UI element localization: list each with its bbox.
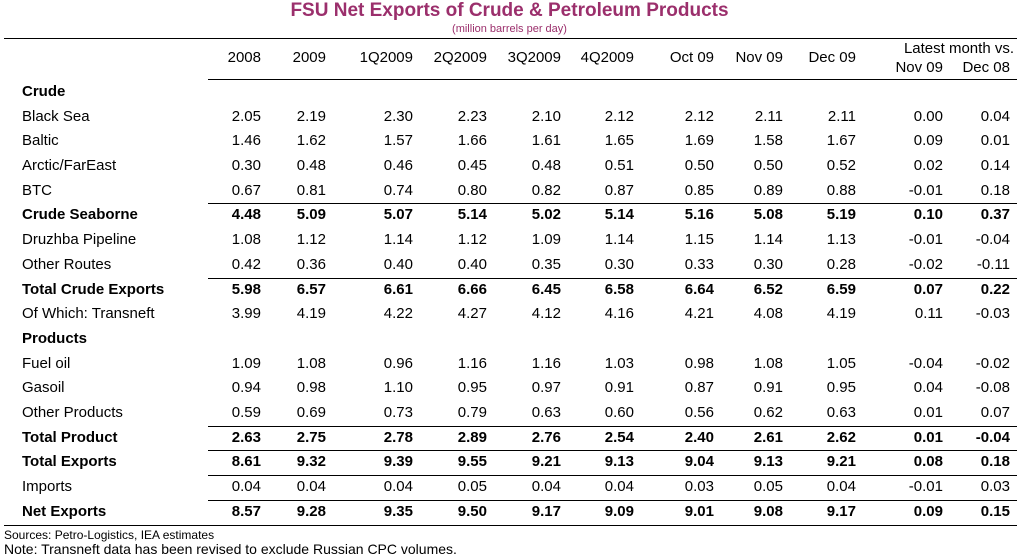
table-cell: 1.12 (457, 231, 487, 249)
table-cell: 0.95 (457, 379, 487, 397)
col-header-2009: 2009 (292, 49, 326, 66)
row-divider (208, 203, 1017, 204)
table-row (0, 500, 1019, 525)
table-cell: 2.40 (684, 428, 714, 446)
table-cell: 0.30 (231, 157, 261, 175)
table-cell: 1.16 (457, 354, 487, 372)
table-cell: 9.28 (296, 502, 326, 520)
row-label: Total Exports (22, 453, 117, 471)
table-cell: 0.07 (980, 403, 1010, 421)
col-header-4q2009: 4Q2009 (580, 49, 634, 66)
table-cell: 1.67 (826, 132, 856, 150)
table-cell: -0.08 (975, 379, 1010, 397)
table-cell: 0.59 (231, 403, 261, 421)
table-cell: 1.09 (531, 231, 561, 249)
table-cell: 0.04 (604, 478, 634, 495)
section-header-row (0, 80, 1019, 105)
table-cell: 9.50 (457, 502, 487, 520)
table-cell: 0.95 (826, 379, 856, 397)
table-cell: 0.97 (531, 379, 561, 397)
table-cell: 2.63 (231, 428, 261, 446)
table-cell: 0.45 (457, 157, 487, 175)
table-row (0, 179, 1019, 204)
table-cell: 0.05 (753, 478, 783, 495)
row-label: Black Sea (22, 107, 90, 125)
table-cell: 0.33 (684, 255, 714, 273)
table-cell: 2.76 (531, 428, 561, 446)
table-cell: 9.08 (753, 502, 783, 520)
table-cell: 0.03 (684, 478, 714, 495)
table-row (0, 228, 1019, 253)
table-cell: 1.65 (604, 132, 634, 150)
table-cell: 0.09 (913, 502, 943, 520)
table-cell: 5.02 (531, 206, 561, 224)
table-cell: -0.03 (975, 305, 1010, 323)
table-cell: 0.02 (913, 157, 943, 175)
table-cell: 9.17 (531, 502, 561, 520)
table-cell: 0.94 (231, 379, 261, 397)
table-body (0, 80, 1019, 524)
table-cell: 0.51 (604, 157, 634, 175)
table-row (0, 129, 1019, 154)
table-cell: 4.27 (457, 305, 487, 323)
table-cell: 2.11 (754, 107, 783, 125)
table-cell: 1.57 (383, 132, 413, 150)
table-cell: 4.21 (684, 305, 714, 323)
table-cell: 0.87 (684, 379, 714, 397)
table-cell: 0.01 (913, 403, 943, 421)
table-cell: -0.01 (908, 478, 943, 495)
col-header-vs-nov09: Nov 09 (895, 59, 943, 76)
row-divider (208, 450, 1017, 451)
table-cell: 1.10 (383, 379, 413, 397)
table-cell: 5.07 (383, 206, 413, 224)
table-cell: 5.98 (231, 280, 261, 298)
table-cell: 1.14 (604, 231, 634, 249)
table-cell: 0.87 (604, 181, 634, 199)
table-cell: 9.13 (753, 453, 783, 471)
row-label: Total Product (22, 428, 118, 446)
table-cell: 0.04 (531, 478, 561, 495)
table-cell: 0.05 (457, 478, 487, 495)
table-row (0, 253, 1019, 278)
table-cell: -0.04 (975, 428, 1010, 446)
table-title: FSU Net Exports of Crude & Petroleum Products (290, 0, 729, 21)
table-row (0, 278, 1019, 303)
table-cell: 0.09 (913, 132, 943, 150)
table-cell: 0.73 (383, 403, 413, 421)
table-cell: 5.08 (753, 206, 783, 224)
table-cell: 6.58 (604, 280, 634, 298)
table-cell: 1.14 (383, 231, 413, 249)
table-cell: 9.21 (531, 453, 561, 471)
row-label: Arctic/FarEast (22, 157, 117, 175)
row-label: Total Crude Exports (22, 280, 165, 298)
table-cell: 2.10 (531, 107, 561, 125)
col-header-latest-month: Latest month vs. (903, 40, 1014, 57)
table-row (0, 475, 1019, 500)
table-cell: 4.16 (604, 305, 634, 323)
row-divider (208, 278, 1017, 279)
table-cell: 0.15 (980, 502, 1010, 520)
table-cell: 0.04 (383, 478, 413, 495)
table-cell: 0.69 (296, 403, 326, 421)
table-cell: 6.61 (383, 280, 413, 298)
table-cell: 0.10 (913, 206, 943, 224)
table-cell: 6.66 (457, 280, 487, 298)
table-cell: 2.19 (296, 107, 326, 125)
table-cell: 0.50 (684, 157, 714, 175)
table-cell: 9.32 (296, 453, 326, 471)
table-row (0, 450, 1019, 475)
table-cell: 0.79 (457, 403, 487, 421)
table-cell: 0.48 (296, 157, 326, 175)
table-cell: 2.89 (457, 428, 487, 446)
bottom-rule (4, 525, 1017, 526)
table-cell: 0.52 (826, 157, 856, 175)
table-cell: 4.19 (296, 305, 326, 323)
section-label: Products (22, 329, 88, 347)
table-cell: 8.61 (231, 453, 261, 471)
table-cell: 1.13 (826, 231, 856, 249)
table-cell: 0.96 (383, 354, 413, 372)
table-cell: 2.12 (604, 107, 634, 125)
table-cell: 6.64 (684, 280, 714, 298)
note-text: Note: Transneft data has been revised to exclude Russian CPC volumes. (4, 541, 457, 557)
table-cell: 5.19 (826, 206, 856, 224)
table-cell: 0.91 (753, 379, 783, 397)
row-label: Druzhba Pipeline (22, 231, 137, 249)
col-header-dec09: Dec 09 (808, 49, 856, 66)
table-cell: 0.01 (913, 428, 943, 446)
row-divider (208, 426, 1017, 427)
row-label: BTC (22, 181, 52, 199)
table-cell: 0.01 (980, 132, 1010, 150)
table-cell: 2.12 (684, 107, 714, 125)
table-cell: 0.48 (531, 157, 561, 175)
col-header-vs-dec08: Dec 08 (962, 59, 1010, 76)
table-cell: -0.04 (975, 231, 1010, 249)
section-label: Crude (22, 83, 66, 100)
table-cell: 0.14 (980, 157, 1010, 175)
col-header-3q2009: 3Q2009 (507, 49, 561, 66)
row-label: Baltic (22, 132, 59, 150)
table-row (0, 376, 1019, 401)
table-cell: 9.09 (604, 502, 634, 520)
col-header-1q2009: 1Q2009 (359, 49, 413, 66)
table-cell: 9.55 (457, 453, 487, 471)
table-cell: 9.17 (826, 502, 856, 520)
table-cell: 2.62 (826, 428, 856, 446)
table-cell: 2.11 (827, 107, 856, 125)
table-cell: 0.28 (826, 255, 856, 273)
table-cell: 5.14 (604, 206, 634, 224)
table-cell: 0.88 (826, 181, 856, 199)
table-cell: 6.45 (531, 280, 561, 298)
table-row (0, 426, 1019, 451)
table-cell: 8.57 (231, 502, 261, 520)
table-subtitle: (million barrels per day) (452, 23, 567, 35)
table-cell: 9.39 (383, 453, 413, 471)
table-cell: 1.62 (296, 132, 326, 150)
table-cell: 0.82 (531, 181, 561, 199)
table-cell: 0.07 (913, 280, 943, 298)
table-cell: 0.04 (826, 478, 856, 495)
table-cell: 0.04 (980, 107, 1010, 125)
row-label: Gasoil (22, 379, 65, 397)
table-cell: 0.40 (383, 255, 413, 273)
table-cell: 0.08 (913, 453, 943, 471)
table-cell: 4.12 (531, 305, 561, 323)
table-cell: 0.04 (913, 379, 943, 397)
table-cell: 2.75 (296, 428, 326, 446)
table-cell: 2.23 (457, 107, 487, 125)
table-row (0, 105, 1019, 130)
table-cell: 0.03 (980, 478, 1010, 495)
table-cell: 1.08 (296, 354, 326, 372)
table-cell: 0.81 (296, 181, 326, 199)
table-cell: 2.05 (231, 107, 261, 125)
row-label: Other Routes (22, 255, 112, 273)
table-cell: 2.78 (383, 428, 413, 446)
table-cell: -0.01 (908, 231, 943, 249)
table-cell: 0.36 (296, 255, 326, 273)
table-cell: 1.69 (684, 132, 714, 150)
table-cell: 0.35 (531, 255, 561, 273)
table-cell: 1.46 (231, 132, 261, 150)
table-cell: 0.98 (684, 354, 714, 372)
table-cell: 1.15 (684, 231, 714, 249)
table-cell: 5.09 (296, 206, 326, 224)
table-cell: -0.02 (975, 354, 1010, 372)
table-cell: 0.04 (296, 478, 326, 495)
table-cell: 0.85 (684, 181, 714, 199)
table-cell: 0.91 (604, 379, 634, 397)
top-rule (4, 38, 1017, 39)
col-header-oct09: Oct 09 (669, 49, 714, 66)
table-cell: 1.08 (231, 231, 261, 249)
table-cell: 0.30 (753, 255, 783, 273)
table-cell: 1.66 (457, 132, 487, 150)
col-header-2008: 2008 (227, 49, 261, 66)
table-cell: 6.59 (826, 280, 856, 298)
table-cell: 2.61 (753, 428, 783, 446)
table-cell: 9.01 (684, 502, 714, 520)
table-cell: 1.09 (231, 354, 261, 372)
table-cell: 6.52 (753, 280, 783, 298)
row-label: Other Products (22, 403, 123, 421)
table-cell: 0.11 (914, 305, 943, 323)
table-cell: 0.04 (231, 478, 261, 495)
table-row (0, 401, 1019, 426)
table-row (0, 203, 1019, 228)
table-cell: 9.21 (826, 453, 856, 471)
table-cell: 0.80 (457, 181, 487, 199)
table-cell: 1.12 (296, 231, 326, 249)
table-cell: 9.04 (684, 453, 714, 471)
table-row (0, 154, 1019, 179)
table-cell: 0.56 (684, 403, 714, 421)
row-divider (208, 500, 1017, 501)
table-cell: 6.57 (296, 280, 326, 298)
table-cell: 0.89 (753, 181, 783, 199)
table-cell: 1.61 (531, 132, 561, 150)
row-label: Net Exports (22, 502, 107, 520)
row-divider (208, 475, 1017, 476)
table-row (0, 352, 1019, 377)
table-cell: 0.00 (913, 107, 943, 125)
table-cell: 0.60 (604, 403, 634, 421)
table-cell: 0.67 (231, 181, 261, 199)
table-cell: -0.01 (908, 181, 943, 199)
row-label: Imports (22, 478, 73, 495)
table-cell: 0.22 (980, 280, 1010, 298)
table-row (0, 302, 1019, 327)
table-cell: 0.18 (980, 181, 1010, 199)
table-cell: 1.05 (826, 354, 856, 372)
row-label: Fuel oil (22, 354, 71, 372)
table-cell: 4.19 (826, 305, 856, 323)
table-cell: 5.14 (457, 206, 487, 224)
table-cell: 9.35 (383, 502, 413, 520)
table-cell: 0.98 (296, 379, 326, 397)
table-cell: 5.16 (684, 206, 714, 224)
table-cell: 4.22 (383, 305, 413, 323)
table-cell: 4.08 (753, 305, 783, 323)
table-cell: 1.03 (604, 354, 634, 372)
row-label: Crude Seaborne (22, 206, 138, 224)
table-cell: 3.99 (231, 305, 261, 323)
table-cell: 0.50 (753, 157, 783, 175)
table-cell: 0.74 (383, 181, 413, 199)
table-cell: 1.58 (753, 132, 783, 150)
table-cell: 9.13 (604, 453, 634, 471)
table-cell: 0.42 (231, 255, 261, 273)
table-cell: 0.63 (826, 403, 856, 421)
section-header-row (0, 327, 1019, 352)
table-cell: -0.02 (908, 255, 943, 273)
col-header-nov09: Nov 09 (735, 49, 783, 66)
table-cell: 4.48 (231, 206, 261, 224)
table-cell: 0.40 (457, 255, 487, 273)
table-cell: 1.14 (753, 231, 783, 249)
table-cell: 0.37 (980, 206, 1010, 224)
table-cell: 2.30 (383, 107, 413, 125)
row-label: Of Which: Transneft (22, 305, 155, 323)
col-header-2q2009: 2Q2009 (433, 49, 487, 66)
table-cell: 0.46 (383, 157, 413, 175)
table-cell: 0.63 (531, 403, 561, 421)
table-cell: 2.54 (604, 428, 634, 446)
table-cell: 0.62 (753, 403, 783, 421)
sources-text: Sources: Petro-Logistics, IEA estimates (4, 528, 215, 542)
table-cell: 0.18 (980, 453, 1010, 471)
table-cell: 1.16 (531, 354, 561, 372)
table-cell: 1.08 (753, 354, 783, 372)
table-cell: 0.30 (604, 255, 634, 273)
table-cell: -0.04 (908, 354, 943, 372)
table-cell: -0.11 (976, 255, 1010, 273)
